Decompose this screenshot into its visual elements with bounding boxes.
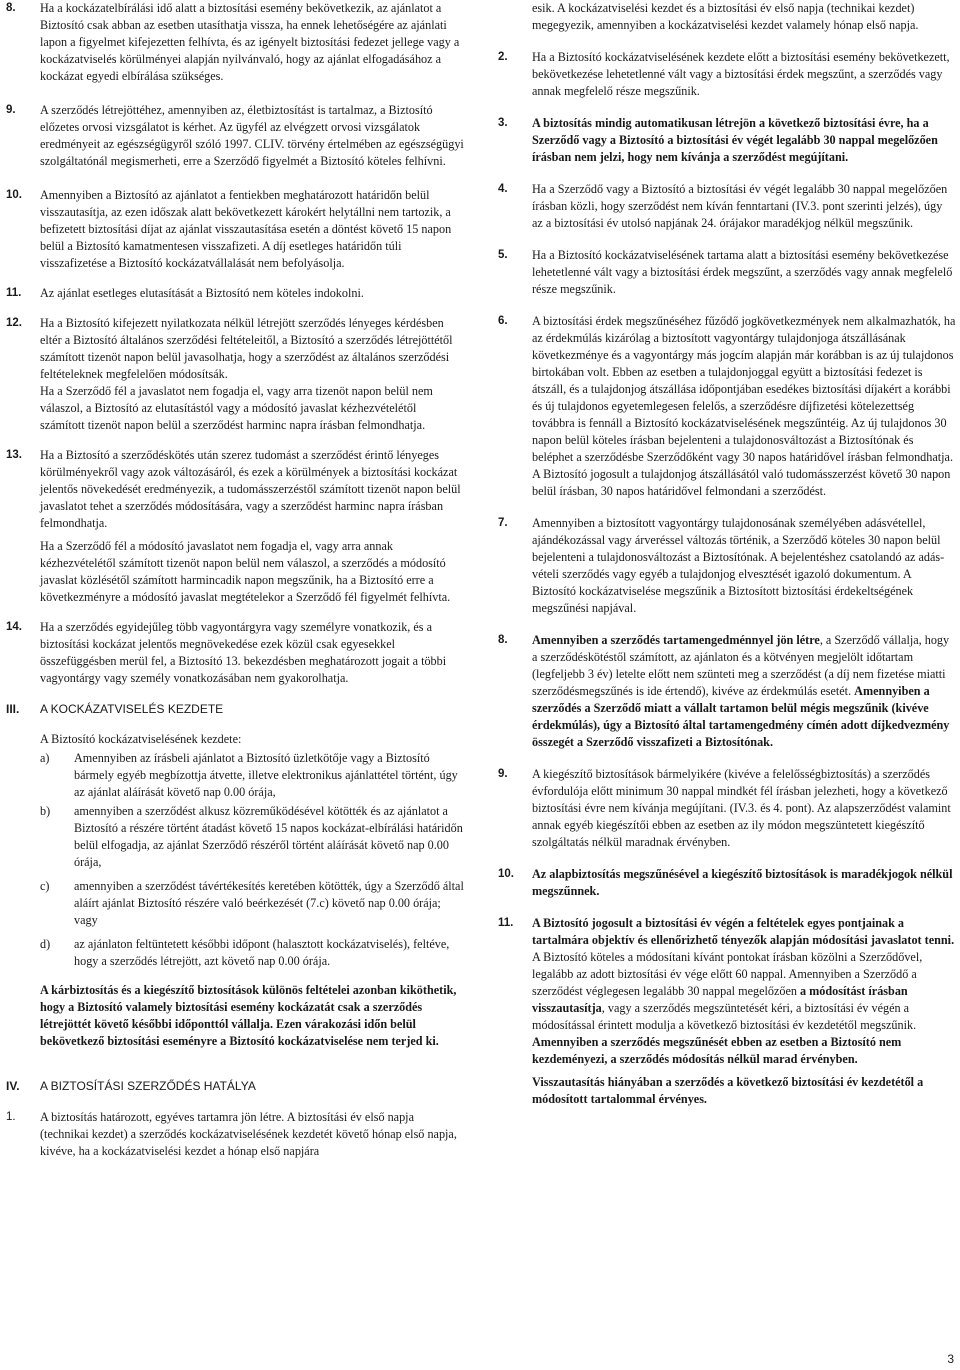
- paragraph-9: [6, 102, 464, 170]
- list-item: [40, 936, 464, 970]
- paragraph-number: 8.: [498, 634, 508, 646]
- list-letter: d): [40, 937, 51, 951]
- page-number: 3: [947, 1352, 954, 1366]
- paragraph-text: Ha a Biztosító kifejezett nyilatkozata nélkül létrejött szerződés lényeges kérdésben eltér a Biztosító általános szerződési feltételeitől, a Biztosító a szerződés létrejöttétől számított tizenöt napon belül javasolhatja, hogy a szerződést az általános szerződési feltételeknek megfelelően módosítsák.: [40, 316, 453, 381]
- section-title: A KOCKÁZATVISELÉS KEZDETE: [40, 702, 224, 716]
- list-item: [40, 878, 464, 929]
- paragraph-text: Ha a Szerződő fél a javaslatot nem fogadja el, vagy arra tizenöt napon belül nem válaszol, a Biztosító az elutasítástól vagy a módosító javaslat kézhezvételétől számított tizenöt napon belül a szerződést harminc napra írásban felmondhatja.: [40, 384, 433, 432]
- section-number: III.: [6, 702, 20, 716]
- paragraph-text: Ha a Biztosító kockázatviselésének kezdete előtt a biztosítási esemény bekövetkezett, bekövetkezése lehetetlenné vált vagy a biztosítási érdek megszűnt, a szerződés vagy annak megfelelő része megszűnik.: [532, 50, 950, 98]
- paragraph-bold-text: Amennyiben a szerződés a Szerződő miatt a vállalt tartamon belül mégis megszűnik (kivéve érdekmúlás), úgy a Biztosító által tartamengedmény címén adott díjkedvezmény összegét a Szerződő visszafizeti a Biztosítónak.: [532, 684, 950, 749]
- paragraph-iv-1: [6, 1109, 464, 1160]
- paragraph-7: [498, 515, 956, 617]
- paragraph-4: [498, 181, 956, 232]
- paragraph-number: 10.: [6, 189, 22, 201]
- list-text: Amennyiben az írásbeli ajánlatot a Biztosító üzletkötője vagy a Biztosító bármely egyéb megbízottja átvette, illetve elektronikus ajánlattétel történt, úgy az ajánlat aláírását követő nap 0.00 órája,: [74, 751, 458, 799]
- waiting-period-notice: A kárbiztosítás és a kiegészítő biztosítások különös feltételei azonban kiköthetik, hogy a Biztosító valamely biztosítási esemény kockázatát csak a szerződés létrejöttét követő későbbi időponttól vállalja. Ezen várakozási időn belül bekövetkező biztosítási eseményre a Biztosító kockázatviselése nem terjed ki.: [40, 983, 457, 1048]
- paragraph-text: A szerződés létrejöttéhez, amennyiben az, életbiztosítást is tartalmaz, a Biztosító előzetes orvosi vizsgálatot is kérhet. Az ügyfél az elvégzett orvosi vizsgálatok eredményeit az egészségügyről szóló 1997. CLIV. törvény értelmében az egészségügyi szolgáltatónál megismerheti, erre a Szerződő figyelmét a Biztosító köteles felhívni.: [40, 103, 464, 168]
- paragraph-number: 8.: [6, 2, 16, 14]
- paragraph-13: [6, 447, 464, 606]
- paragraph-number: 2.: [498, 51, 508, 63]
- paragraph-5: [498, 247, 956, 298]
- paragraph-text: , vagy a szerződés megszüntetését kéri, a biztosítási év végén a módosítással érintett modulja a következő biztosítási év kezdetétől megszűnik.: [532, 1001, 917, 1032]
- section-intro: A Biztosító kockázatviselésének kezdete:: [40, 732, 242, 746]
- paragraph-6: [498, 313, 956, 500]
- paragraph-text: , a Szerződő vállalja, hogy a szerződéskötéstől számított, az ajánlaton és a kötvényen megjelölt időtartam (legfeljebb 3 év) letelte előtt nem szünteti meg a szerződést (a díj nem fizetése miatti szerződésmegszűnés is ide értendő), kivéve az érdekmúlás esetét.: [532, 633, 950, 698]
- paragraph-9-right: [498, 766, 956, 851]
- paragraph-11: [6, 285, 464, 302]
- list-letter: b): [40, 804, 51, 818]
- paragraph-text: Ha a Szerződő vagy a Biztosító a biztosítási év végét legalább 30 nappal megelőzően írásban közli, hogy szerződést nem kíván fenntartani (IV.3. pont szerinti jelzés), úgy az a biztosítási év utolsó napjának 24. órájakor maradékjog nélkül megszűnik.: [532, 182, 948, 230]
- paragraph-3: [498, 115, 956, 166]
- paragraph-text: A biztosítás mindig automatikusan létrejön a következő biztosítási évre, ha a Szerződő vagy a Biztosító a biztosítási év végét legalább 30 nappal megelőzően írásban nem jelzi, hogy nem kívánja a szerződést megújítani.: [532, 116, 938, 164]
- paragraph-14: [6, 619, 464, 687]
- paragraph-bold-text: Amennyiben a szerződés tartamengedménnyel jön létre: [532, 633, 820, 647]
- paragraph-text: A biztosítási érdek megszűnéséhez fűződő jogkövetkezmények nem alkalmazhatók, ha az érdekmúlás kizárólag a biztosított vagyontárgy tulajdonjoga átszállásának következménye és a vagyontárgy más jogcím alapján már korábban is az új tulajdonos birtokában volt. Ebben az esetben a tulajdonjoggal együtt a biztosítási fedezet is átszáll, és a tulajdonjog átszállása időpontjában esedékes biztosítási díjakért a korábbi és új tulajdonos egyetemlegesen felelős, a szerződésre díjfizetési kötelezettség továbbra is fennáll a Biztosító kockázatviselésének megszűntéig. Az új tulajdonos 30 napon belül köteles írásban bejelenteni a tulajdonosváltozást a Biztosítónak és beléphet a szerződésbe Szerződőként vagy 30 napos határidővel írásban felmondhatja. A Biztosító jogosult a tulajdonjog átszállásától való tudomásszerzést követő 30 napon belül írásban, 30 napos határidővel felmondani a szerződést.: [532, 314, 956, 498]
- paragraph-12: [6, 315, 464, 434]
- right-column: [498, 0, 956, 1108]
- paragraph-text: Ha a Biztosító a szerződéskötés után szerez tudomást a szerződést érintő lényeges körülményekről vagy azok változásáról, és ezek a körülmények a biztosítási kockázat jelentős növekedését eredményezik, a tudomásszerzéstől számított tizenöt napon belül javaslatot tehet a szerződés módosítására, vagy a szerződést harminc napra írásban felmondhatja.: [40, 448, 461, 530]
- paragraph-number: 1.: [6, 1111, 16, 1123]
- paragraph-number: 7.: [498, 517, 508, 529]
- list-text: az ajánlaton feltüntetett későbbi időpont (halasztott kockázatviselés), feltéve, hogy a szerződés létrejött, azt követő nap 0.00 órája.: [74, 937, 450, 968]
- paragraph-8: [6, 0, 464, 85]
- paragraph-text: A Biztosító köteles a módosítani kívánt pontokat írásban közölni a Szerződővel, legalább az adott biztosítási év vége előtt 60 nappal. Amennyiben a Szerződő a szerződést véglegesen legalább 30 nappal megelőzően: [532, 950, 923, 998]
- list-item: [40, 803, 464, 871]
- paragraph-text: Ha a Biztosító kockázatviselésének tartama alatt a biztosítási esemény bekövetkezése lehetetlenné vált vagy a biztosítási érdek megszűnt, a szerződés vagy annak megfelelő része megszűnik.: [532, 248, 953, 296]
- section-heading-iii: [6, 701, 464, 718]
- paragraph-2: [498, 49, 956, 100]
- section-number: IV.: [6, 1079, 20, 1093]
- lettered-list: [6, 750, 464, 970]
- paragraph-text: Amennyiben a Biztosító az ajánlatot a fentiekben meghatározott határidőn belül visszautasítja, az ezen időszak alatt bekövetkezett károkért helytállni nem tartozik, a befizetett biztosítási díjat az ajánlat visszautasítása esetén a döntést követő 15 napon belül a Biztosító kamatmentesen visszafizeti. A díj esetleges határidőn túli visszafizetése a Biztosító kockázatvállalását nem befolyásolja.: [40, 188, 452, 270]
- paragraph-number: 4.: [498, 183, 508, 195]
- paragraph-8-right: [498, 632, 956, 751]
- paragraph-text: A biztosítás határozott, egyéves tartamra jön létre. A biztosítási év első napja (technikai kezdet) a szerződés kockázatviselésének kezdetét követő hónap első napja, kivéve, ha a kockázatviselési kezdet a hónap első napjára: [40, 1110, 457, 1158]
- paragraph-bold-text: Visszautasítás hiányában a szerződés a következő biztosítási év kezdetétől a módosított tartalommal érvényes.: [532, 1075, 924, 1106]
- list-text: amennyiben a szerződést alkusz közreműködésével kötötték és az ajánlatot a Biztosító a részére történt átadást követő 15 napos kockázat-elbírálási határidőn belül elfogadja, az ajánlat Szerződő részéről történt aláírását követő nap 0.00 órája,: [74, 804, 463, 869]
- paragraph-text: Ha a szerződés egyidejűleg több vagyontárgyra vagy személyre vonatkozik, és a biztosítási kockázat jelentős megnövekedése ezek közül csak egyesekkel összefüggésben merül fel, a Biztosító 13. bekezdésben meghatározott jogait a többi vagyontárgy vagy személy vonatkozásában nem gyakorolhatja.: [40, 620, 447, 685]
- paragraph-text: A kiegészítő biztosítások bármelyikére (kivéve a felelősségbiztosítás) a szerződés évfordulója előtt minimum 30 nappal mindkét fél írásban jelezheti, hogy a következő biztosítási évre nem kívánja megújítani. (IV.3. és 4. pont). Az alapszerződést valamint annak egyéb kiegészítői ebben az esetben az ily módon megszüntetett kiegészítő szolgáltatás nélkül maradnak érvényben.: [532, 767, 951, 849]
- paragraph-text: Ha a Szerződő fél a módosító javaslatot nem fogadja el, vagy arra annak kézhezvételétől számított tizenöt napon belül nem válaszol, a szerződés a módosító javaslat közlésétől számított harmincadik napon megszűnik, ha a Biztosító erre a következményre a módosító javaslat megtételekor a Szerződő fél figyelmét felhívta.: [40, 539, 451, 604]
- paragraph-bold-text: a módosítást írásban visszautasítja: [532, 984, 908, 1015]
- paragraph-number: 12.: [6, 317, 22, 329]
- left-column: [6, 0, 464, 1160]
- paragraph-number: 9.: [6, 104, 16, 116]
- paragraph-text: Amennyiben a biztosított vagyontárgy tulajdonosának személyében adásvétellel, ajándékozással vagy árveréssel változás történik, a Szerződő köteles 30 napon belül bejelenteni a tulajdonosváltozást a Biztosítónak. A bejelentéshez csatolandó az adás-vételi szerződés vagy egyéb a tulajdonjog elvesztését igazoló dokumentum. A Biztosító kockázatviselése megszűnik a Biztosított biztosítási érdekeltségének megszűnési napjával.: [532, 516, 945, 615]
- list-letter: a): [40, 751, 50, 765]
- paragraph-number: 10.: [498, 868, 514, 880]
- paragraph-text: Az ajánlat esetleges elutasítását a Biztosító nem köteles indokolni.: [40, 286, 364, 300]
- paragraph-continuation: esik. A kockázatviselési kezdet és a biztosítási év első napja (technikai kezdet) megegyezik, amennyiben a kockázatviselési kezdet valamely hónap első napja.: [532, 1, 919, 32]
- paragraph-number: 11.: [498, 917, 514, 929]
- paragraph-number: 11.: [6, 287, 22, 299]
- paragraph-text: Ha a kockázatelbírálási idő alatt a biztosítási esemény bekövetkezik, az ajánlatot a Biztosító csak abban az esetben utasíthatja vissza, ha ennek lehetőségére az ajánlati lapon a figyelmet kifejezetten felhívta, és az igényelt biztosítási fedezet jellege vagy a kockázatviselés körülményei alapján nyilvánvaló, hogy az ajánlat elfogadásához a kockázat egyedi elbírálása szükséges.: [40, 1, 460, 83]
- paragraph-number: 3.: [498, 117, 508, 129]
- paragraph-number: 9.: [498, 768, 508, 780]
- paragraph-number: 5.: [498, 249, 508, 261]
- paragraph-number: 6.: [498, 315, 508, 327]
- paragraph-10-right: [498, 866, 956, 900]
- paragraph-number: 14.: [6, 621, 22, 633]
- paragraph-10: [6, 187, 464, 272]
- paragraph-number: 13.: [6, 449, 22, 461]
- paragraph-bold-text: A Biztosító jogosult a biztosítási év végén a feltételek egyes pontjainak a tartalmára objektív és ellenőrizhető tényezők alapján módosítási javaslatot tenni.: [532, 916, 955, 947]
- section-title: A BIZTOSÍTÁSI SZERZŐDÉS HATÁLYA: [40, 1079, 256, 1093]
- list-text: amennyiben a szerződést távértékesítés keretében kötötték, úgy a Szerződő által aláírt ajánlat Biztosító részére való beérkezését (7.c) követő nap 0.00 órája; vagy: [74, 879, 464, 927]
- list-letter: c): [40, 879, 50, 893]
- paragraph-text: Az alapbiztosítás megszűnésével a kiegészítő biztosítások is maradékjogok nélkül megszűnnek.: [532, 867, 953, 898]
- list-item: [40, 750, 464, 801]
- section-heading-iv: [6, 1078, 464, 1095]
- paragraph-11-right: [498, 915, 956, 1108]
- paragraph-bold-text: Amennyiben a szerződés megszűnését ebben az esetben a Biztosító nem kezdeményezi, a szerződés módosítás nélkül marad érvényben.: [532, 1035, 902, 1066]
